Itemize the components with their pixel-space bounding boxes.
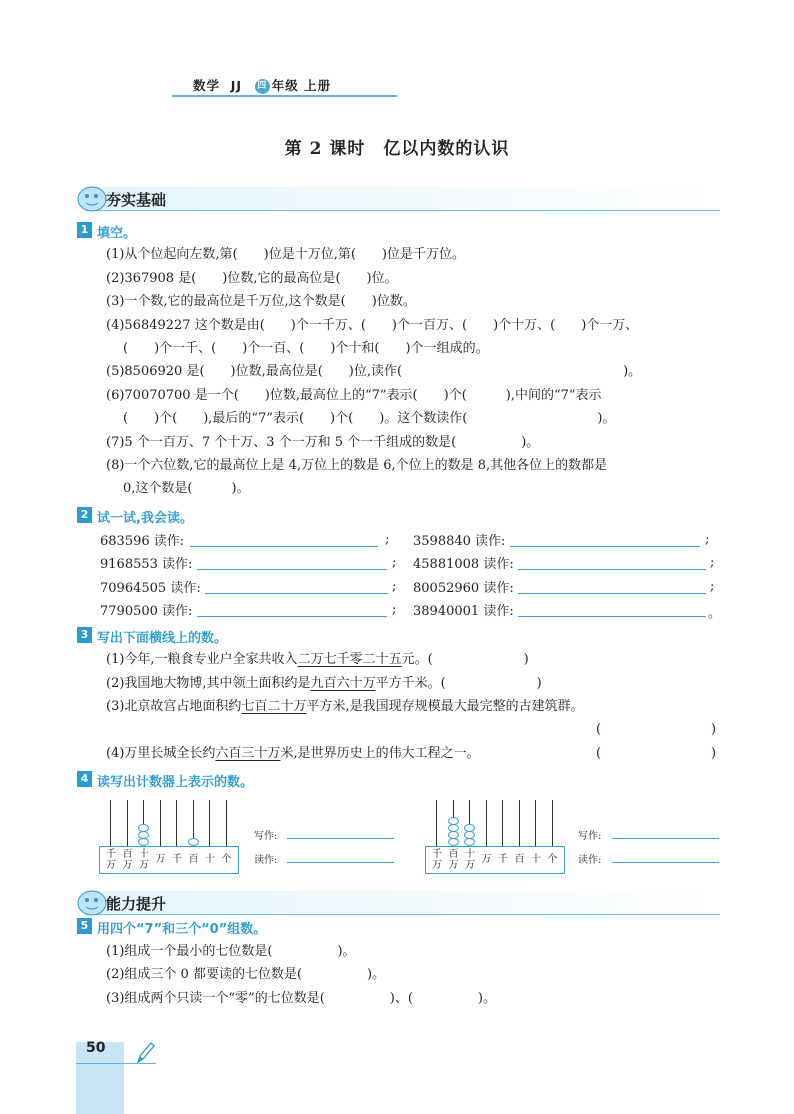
- counter-board: [425, 846, 565, 874]
- q1-line-3: (3)一个数,它的最高位是千万位,这个数是( )位数。: [106, 294, 416, 309]
- q5-line-1: (1)组成一个最小的七位数是( )。: [106, 944, 356, 959]
- q5-line-3: (3)组成两个只读一个“零”的七位数是( )、( )。: [106, 991, 496, 1006]
- counter-rod: [160, 800, 161, 846]
- q1-line-10: (8)一个六位数,它的最高位上是 4,万位上的数是 6,个位上的数是 8,其他各位上的数都是: [106, 458, 608, 473]
- place-label: 十 万: [139, 849, 149, 871]
- counter-bead: [448, 817, 459, 825]
- counter-bead: [448, 831, 459, 839]
- place-label: 百: [514, 854, 525, 865]
- place-label: 千 万: [432, 849, 442, 871]
- q1-line-4: (4)56849227 这个数是由( )个一千万、( )个一百万、( )个十万、( )个一万、: [106, 318, 639, 333]
- q2-number-6: 80052960: [413, 581, 480, 596]
- q3-underlined: 六百三十万: [215, 746, 281, 761]
- place-label: 万: [481, 854, 492, 865]
- q1-line-7: (6)70070700 是一个( )位数,最高位上的“7”表示( )个( ),中间的“7”表示: [106, 388, 602, 403]
- q3-line-2: [106, 675, 542, 693]
- answer-line[interactable]: [510, 546, 700, 547]
- write-label-1: 写作:: [254, 831, 278, 842]
- q2-end-6: ;: [710, 579, 715, 594]
- q4-title: 读写出计数器上表示的数。: [97, 775, 254, 790]
- read-label: 读作:: [153, 534, 185, 549]
- counter-bead: [464, 831, 475, 839]
- q4-header: [77, 771, 253, 789]
- counter-bead: [188, 838, 199, 846]
- place-label: 千: [172, 854, 182, 865]
- q2-end-4: ;: [710, 555, 715, 570]
- place-label: 百 万: [448, 849, 459, 871]
- read-label: 读作:: [483, 557, 514, 572]
- q5-number: 5: [77, 918, 92, 934]
- q3-paren-3-close: ): [711, 722, 717, 737]
- q2-item-8: [413, 600, 514, 619]
- running-header: [193, 76, 331, 94]
- q3-text: 平方米,是我国现存规模最大最完整的古建筑群。: [306, 699, 584, 714]
- q2-item-6: [413, 577, 514, 596]
- place-label: 千 万: [106, 849, 116, 871]
- q2-end-3: ;: [392, 555, 397, 570]
- answer-line[interactable]: [197, 569, 387, 570]
- q2-item-2: [413, 530, 505, 549]
- answer-line[interactable]: [518, 616, 706, 617]
- read-label: 读作:: [483, 604, 514, 619]
- q1-title: 填空。: [97, 226, 137, 241]
- counter-rod: [486, 800, 487, 846]
- q3-line-4: [106, 745, 480, 763]
- q2-number-3: 9168553: [100, 557, 158, 572]
- q2-item-3: [100, 553, 192, 572]
- answer-line[interactable]: [287, 862, 394, 863]
- header-rule: [172, 95, 397, 97]
- q3-paren-3-open: (: [596, 722, 602, 737]
- counter-rod: [110, 800, 111, 846]
- answer-line[interactable]: [190, 546, 378, 547]
- q2-number-1: 683596: [100, 534, 150, 549]
- cartoon-icon: [76, 183, 110, 213]
- read-label: 读作:: [475, 534, 506, 549]
- pencil-icon: [134, 1040, 156, 1066]
- q3-text: 元。( ): [401, 652, 529, 667]
- q3-underlined: 九百六十万: [310, 676, 376, 691]
- counter-bead: [448, 838, 459, 846]
- counter-bead: [138, 831, 149, 839]
- q5-line-2: (2)组成三个 0 都要读的七位数是( )。: [106, 967, 386, 982]
- q3-header: [77, 627, 227, 645]
- read-label: 读作:: [162, 604, 193, 619]
- q3-underlined: 七百二十万: [241, 699, 307, 714]
- counter-board: [99, 846, 239, 874]
- q3-number: 3: [77, 627, 92, 643]
- q2-number-2: 3598840: [413, 534, 471, 549]
- counter-rod: [226, 800, 227, 846]
- grade-badge: 四: [255, 79, 270, 94]
- counter-bead: [464, 824, 475, 832]
- page-number: 50: [86, 1040, 106, 1056]
- read-label-1: 读作:: [254, 855, 278, 866]
- place-label: 百 万: [122, 849, 133, 871]
- q1-line-11: 0,这个数是( )。: [123, 481, 250, 496]
- counter-rod: [502, 800, 503, 846]
- q5-header: [77, 918, 266, 936]
- q2-number: 2: [77, 507, 92, 523]
- q2-end-8: 。: [708, 606, 722, 621]
- header-subject: 数学: [193, 78, 221, 93]
- q3-text: (4)万里长城全长约: [106, 746, 216, 761]
- q2-item-7: [100, 600, 192, 619]
- section-title-basic: 夯实基础: [106, 191, 167, 209]
- q2-item-5: [100, 577, 201, 596]
- place-label: 个: [221, 854, 232, 865]
- q1-line-9: (7)5 个一百万、7 个十万、3 个一万和 5 个一千组成的数是( )。: [106, 435, 540, 450]
- answer-line[interactable]: [197, 616, 387, 617]
- header-edition: JJ: [230, 78, 243, 93]
- q2-end-7: ;: [392, 602, 397, 617]
- q2-number-4: 45881008: [413, 557, 480, 572]
- q2-number-7: 7790500: [100, 604, 158, 619]
- counter-bead: [138, 824, 149, 832]
- answer-line[interactable]: [518, 593, 706, 594]
- header-grade: 年级: [271, 78, 299, 93]
- answer-line[interactable]: [612, 838, 719, 839]
- place-label: 个: [547, 854, 558, 865]
- counter-bead: [138, 838, 149, 846]
- q3-text: 平方千米。( ): [375, 676, 542, 691]
- place-label: 千: [498, 854, 508, 865]
- q2-item-4: [413, 553, 514, 572]
- counter-rod: [535, 800, 536, 846]
- q3-text: (1)今年,一粮食专业户全家共收入: [106, 652, 298, 667]
- q2-header: [77, 507, 193, 525]
- q2-item-1: [100, 530, 184, 549]
- write-label-2: 写作:: [578, 831, 602, 842]
- answer-line[interactable]: [518, 569, 706, 570]
- q3-paren-4-close: ): [711, 746, 717, 761]
- place-label: 万: [155, 854, 166, 865]
- read-label-2: 读作:: [578, 855, 602, 866]
- read-label: 读作:: [162, 557, 193, 572]
- q1-line-5: ( )个一千、( )个一百、( )个十和( )个一组成的。: [123, 341, 489, 356]
- q4-number: 4: [77, 771, 92, 787]
- answer-line[interactable]: [205, 593, 388, 594]
- q3-line-1: [106, 651, 529, 669]
- lesson-title: 第 2 课时 亿以内数的认识: [284, 139, 510, 159]
- counter-rod: [209, 800, 210, 846]
- counter-rod: [176, 800, 177, 846]
- counter-rod: [552, 800, 553, 846]
- q2-end-1: ;: [385, 532, 390, 547]
- place-label: 十: [205, 854, 215, 865]
- section-title-advance: 能力提升: [106, 895, 167, 913]
- answer-line[interactable]: [287, 838, 394, 839]
- q3-text: (2)我国地大物博,其中领土面积约是: [106, 676, 311, 691]
- q3-text: 米,是世界历史上的伟大工程之一。: [280, 746, 480, 761]
- q1-line-1: (1)从个位起向左数,第( )位是十万位,第( )位是千万位。: [106, 247, 465, 262]
- q1-header: [77, 222, 136, 240]
- q2-end-5: ;: [392, 579, 397, 594]
- q1-line-8: ( )个( ),最后的“7”表示( )个( )。这个数读作( )。: [123, 411, 616, 426]
- counter-bead: [448, 824, 459, 832]
- q5-title: 用四个“7”和三个“0”组数。: [97, 922, 267, 937]
- q3-underlined: 二万七千零二十五: [297, 652, 402, 667]
- read-label: 读作:: [483, 581, 514, 596]
- q3-text: (3)北京故宫占地面积约: [106, 699, 242, 714]
- section-banner-advance: [76, 887, 720, 917]
- q1-number: 1: [77, 222, 92, 238]
- header-volume: 上册: [304, 78, 332, 93]
- q1-line-6: (5)8506920 是( )位数,最高位是( )位,读作( )。: [106, 364, 642, 379]
- q3-paren-4-open: (: [596, 746, 602, 761]
- counter-rod: [127, 800, 128, 846]
- q3-line-3: [106, 698, 584, 716]
- q2-number-8: 38940001: [413, 604, 480, 619]
- q1-line-2: (2)367908 是( )位数,它的最高位是( )位。: [106, 271, 398, 286]
- q3-title: 写出下面横线上的数。: [97, 631, 228, 646]
- counter-bead: [464, 838, 475, 846]
- place-label: 十: [531, 854, 541, 865]
- q2-title: 试一试,我会读。: [97, 511, 193, 526]
- read-label: 读作:: [170, 581, 201, 596]
- place-label: 百: [188, 854, 199, 865]
- counter-rod: [519, 800, 520, 846]
- q2-number-5: 70964505: [100, 581, 167, 596]
- cartoon-icon: [76, 887, 110, 917]
- place-label: 十 万: [465, 849, 475, 871]
- counter-rod: [436, 800, 437, 846]
- answer-line[interactable]: [612, 862, 719, 863]
- q2-end-2: ;: [705, 532, 710, 547]
- section-banner-basic: [76, 183, 720, 213]
